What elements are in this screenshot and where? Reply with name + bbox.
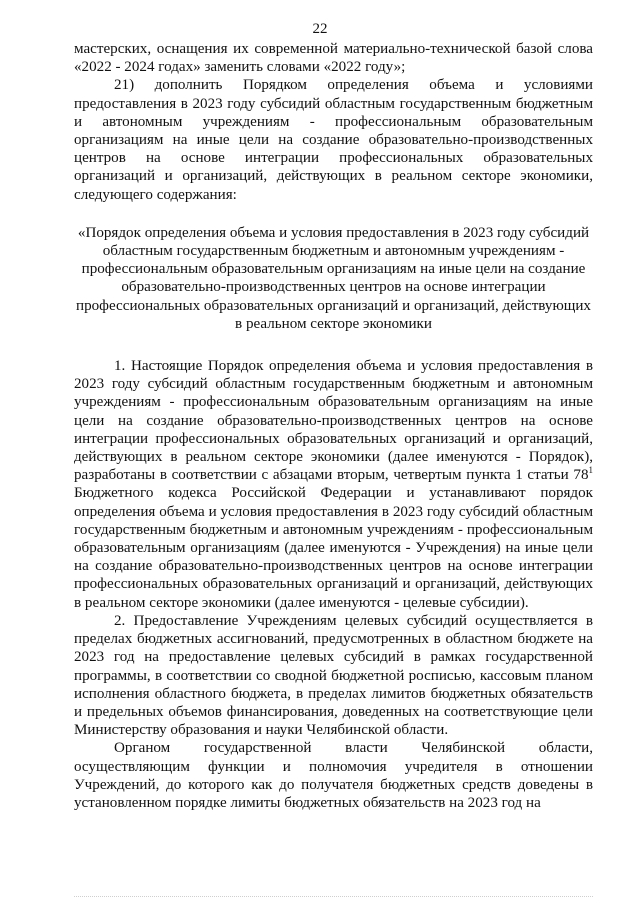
document-body xyxy=(74,40,593,812)
paragraph-item-21: 21) дополнить Порядком определения объема и условиями предоставления в 2023 году субсидий областным государственным бюджетным и автономным учреждениям - профессиональным образовательным организациям на иные цели на создание образовательно-производственных центров на основе интеграции профессиональных образовательных организаций и организаций, действующих в реальном секторе экономики, следующего содержания: xyxy=(74,77,593,203)
paragraph-1-text-end: Бюджетного кодекса Российской Федерации и устанавливают порядок определения объема и условия предоставления в 2023 году субсидий областным государственным бюджетным и автономным учреждениям - профессиональным образовательным организациям (далее именуются - Учреждения) на иные цели на создание образовательно-производственных центров на основе интеграции профессиональных образовательных организаций и организаций, действующих в реальном секторе экономики (далее именуются - целевые субсидии). xyxy=(74,485,593,611)
scan-edge-line xyxy=(74,896,593,897)
paragraph-continuation: мастерских, оснащения их современной материально-технической базой слова «2022 - 2024 годах» заменить словами «2022 году»; xyxy=(74,41,593,76)
paragraph-1-text-start: 1. Настоящие Порядок определения объема и условия предоставления в 2023 году субсидий областным государственным бюджетным и автономным учреждениям - профессиональным образовательным организациям на иные цели на создание образовательно-производственных центров на основе интеграции профессиональных образовательных организаций и организаций, действующих в реальном секторе экономики (далее именуются - Порядок), разработаны в соответствии с абзацами вторым, четвертым пункта 1 статьи 78 xyxy=(74,358,593,484)
superscript-footnote-marker: 1 xyxy=(588,465,593,476)
page-number: 22 xyxy=(312,21,328,37)
procedure-heading: «Порядок определения объема и условия предоставления в 2023 году субсидий областным государственным бюджетным и автономным учреждениям - профессиональным образовательным организациям на иные цели на создание образовательно-производственных центров на основе интеграции профессиональных образовательных организаций и организаций, действующих в реальном секторе экономики xyxy=(76,224,591,332)
paragraph-2: 2. Предоставление Учреждениям целевых субсидий осуществляется в пределах бюджетных ассигнований, предусмотренных в областном бюджете на 2023 год на предоставление целевых субсидий в рамках государственной программы, в соответствии со сводной бюджетной росписью, кассовым планом исполнения областного бюджета, в пределах лимитов бюджетных обязательств и предельных объемов финансирования, доведенных на соответствующие цели Министерству образования и науки Челябинской области. xyxy=(74,612,593,739)
paragraph-3: Органом государственной власти Челябинской области, осуществляющим функции и полномочия учредителя в отношении Учреждений, до которого как до получателя бюджетных средств доведены в установленном порядке лимиты бюджетных обязательств на 2023 год на xyxy=(74,740,593,811)
paragraph-1 xyxy=(74,357,593,612)
